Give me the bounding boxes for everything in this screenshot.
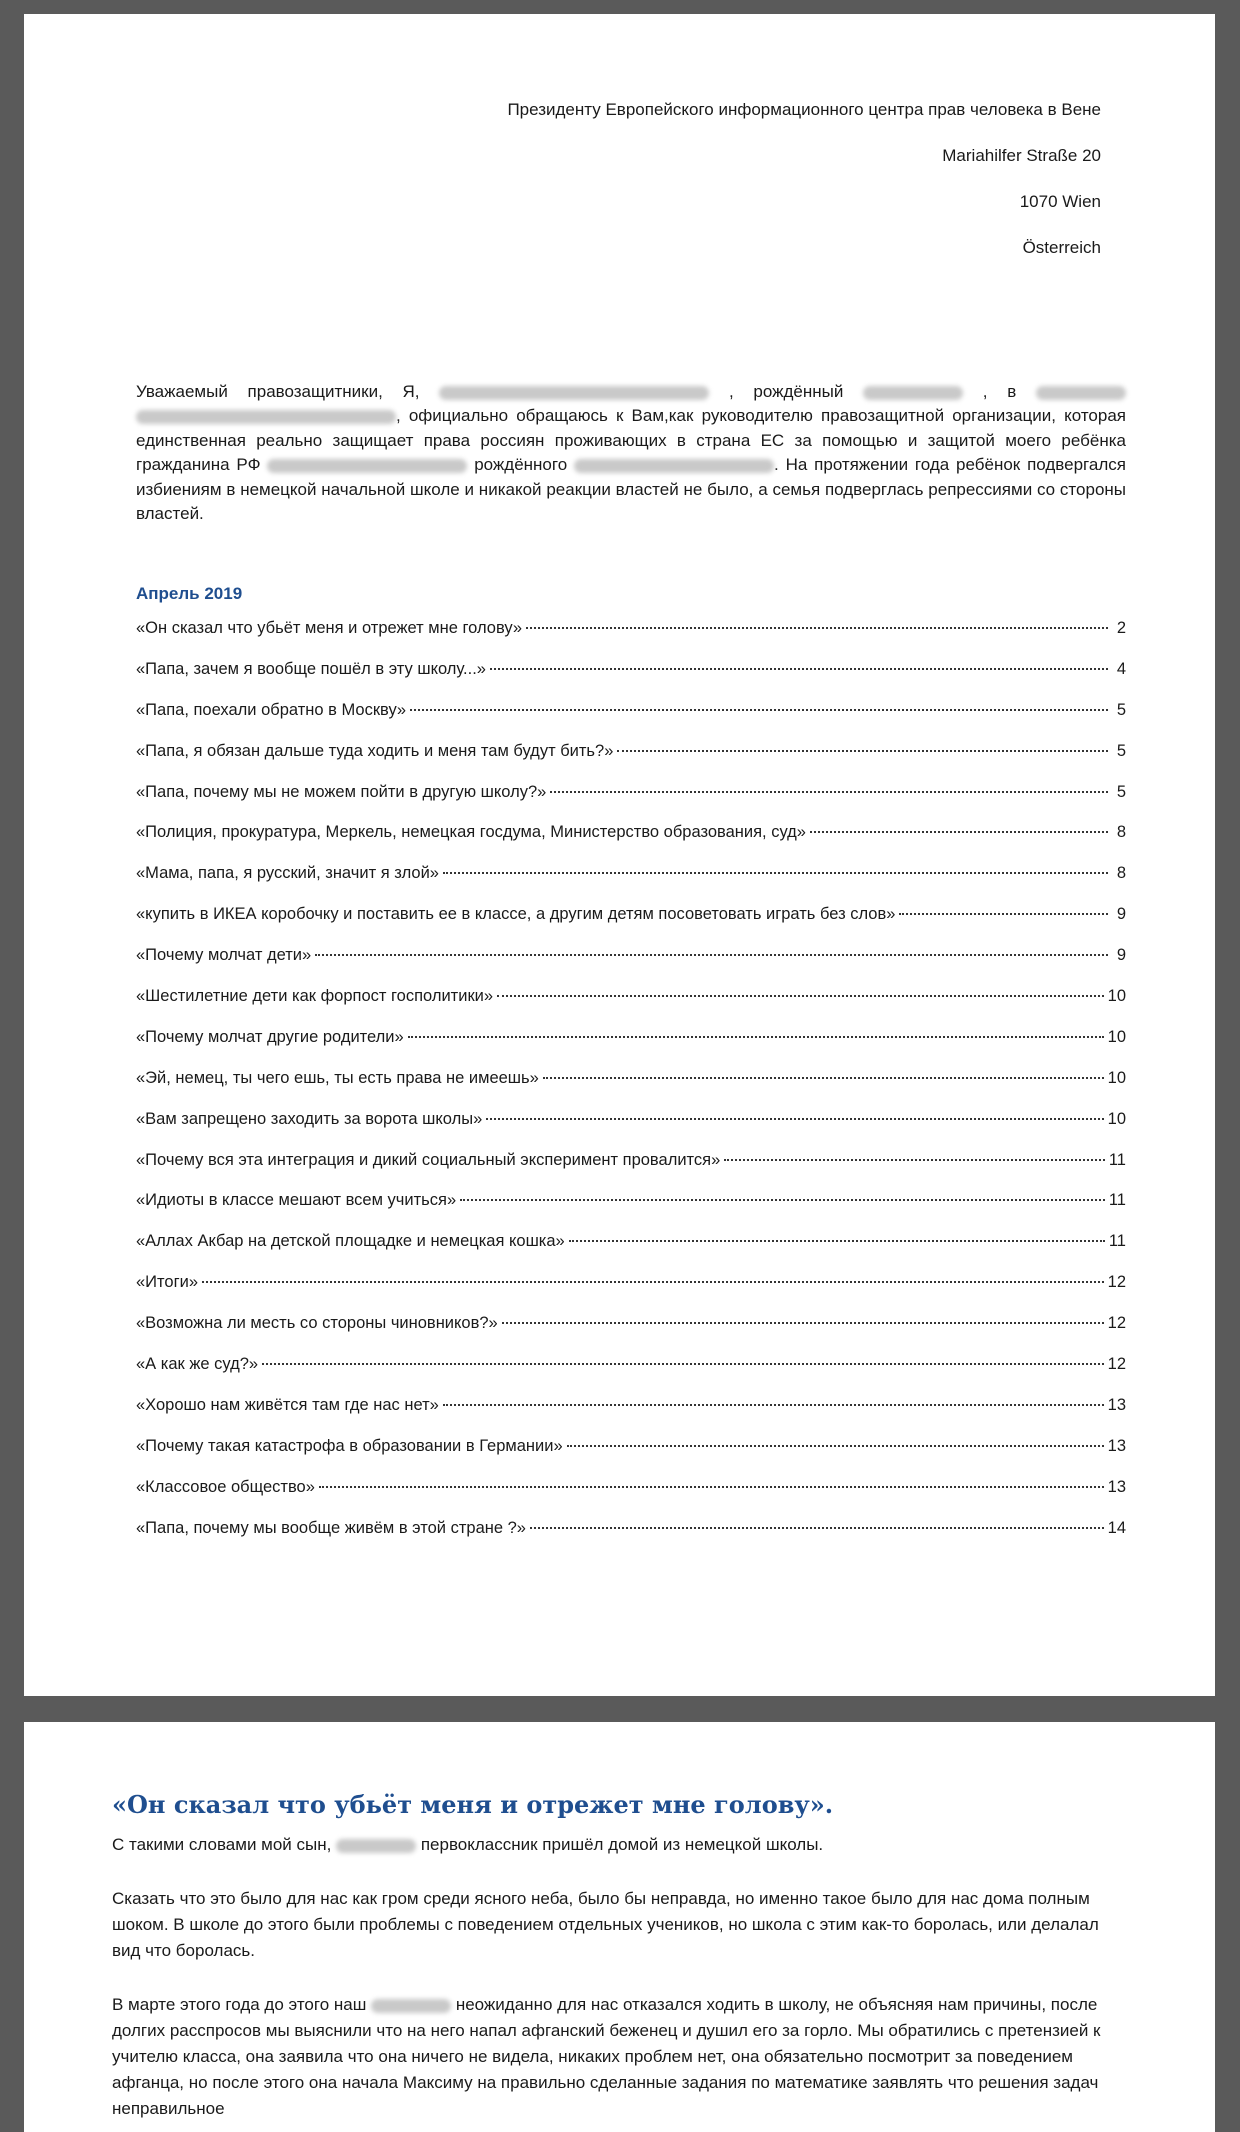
toc-entry-title: «Он сказал что убьёт меня и отрежет мне голову» (136, 619, 523, 637)
toc-page-number: 2 (1116, 619, 1126, 637)
toc-entry[interactable] (136, 1396, 1126, 1437)
toc-entry[interactable] (136, 1519, 1126, 1560)
toc-dot-leader (502, 1322, 1104, 1324)
toc-page-number: 8 (1116, 864, 1126, 883)
toc-entry[interactable] (136, 946, 1126, 987)
toc-page-number: 11 (1108, 1191, 1126, 1210)
toc-dot-leader (810, 831, 1108, 833)
toc-entry[interactable] (136, 701, 1126, 742)
toc-entry-title: «А как же суд?» (136, 1355, 259, 1374)
toc-page-number: 11 (1108, 1150, 1126, 1169)
toc-dot-leader (408, 1036, 1104, 1038)
toc-entry[interactable] (136, 823, 1126, 864)
toc-dot-leader (443, 1404, 1104, 1406)
toc-page-number: 13 (1107, 1436, 1126, 1455)
toc-page-number: 5 (1116, 782, 1126, 801)
toc-entry[interactable] (136, 742, 1126, 783)
toc-entry[interactable] (136, 1478, 1126, 1519)
redacted-name (336, 1839, 416, 1853)
intro-text: , рождённый (728, 382, 844, 401)
toc-dot-leader (617, 750, 1108, 752)
toc-entry[interactable] (136, 660, 1126, 701)
body-text: первоклассник пришёл домой из немецкой школы. (420, 1835, 824, 1854)
address-line: Президенту Европейского информационного центра прав человека в Вене (507, 100, 1101, 119)
toc-page-number: 9 (1116, 946, 1126, 965)
redacted-place (1036, 386, 1126, 400)
toc-entry[interactable] (136, 1069, 1126, 1110)
toc-entry[interactable] (136, 1273, 1126, 1314)
toc-page-number: 12 (1107, 1273, 1126, 1292)
intro-text: , в (982, 382, 1017, 401)
body-paragraph (112, 1832, 1102, 1858)
toc-page-number: 10 (1107, 987, 1126, 1006)
toc-entry[interactable] (136, 1355, 1126, 1396)
toc-page-number: 5 (1116, 700, 1126, 719)
toc-dot-leader (543, 1077, 1104, 1079)
body-paragraph: Сказать что это было для нас как гром среди ясного неба, было бы неправда, но именно такое было для нас дома полным шоком. В школе до этого были проблемы с поведением отдельных учеников, но школа с этим как-то боролась, или делалал вид что боролась. (112, 1889, 1099, 1960)
toc-entry-title: «Папа, почему мы не можем пойти в другую школу?» (136, 782, 547, 801)
toc-dot-leader (497, 995, 1104, 997)
toc-dot-leader (410, 709, 1108, 711)
toc-page-number: 5 (1116, 741, 1126, 760)
intro-text: Уважаемый правозащитники, Я, (136, 382, 420, 401)
toc-entry-title: «Итоги» (136, 1273, 198, 1292)
toc-heading: Апрель 2019 (136, 584, 243, 603)
toc-entry-title: «Хорошо нам живётся там где нас нет» (136, 1395, 439, 1414)
toc-dot-leader (319, 1486, 1104, 1488)
toc-entry-title: «Классовое общество» (136, 1477, 315, 1496)
toc-entry-title: «Почему молчат другие родители» (136, 1027, 404, 1046)
toc-entry-title: «Папа, поехали обратно в Москву» (136, 700, 407, 719)
toc-page-number: 12 (1107, 1314, 1126, 1333)
toc-entry-title: «Папа, зачем я вообще пошёл в эту школу...» (136, 659, 486, 678)
body-text: С такими словами мой сын, (112, 1835, 332, 1854)
toc-dot-leader (262, 1363, 1104, 1365)
toc-page-number: 13 (1107, 1477, 1126, 1496)
toc-dot-leader (550, 791, 1108, 793)
table-of-contents (136, 619, 1126, 1559)
toc-entry-title: «Папа, почему мы вообще живём в этой стране ?» (136, 1518, 526, 1537)
toc-dot-leader (443, 872, 1108, 874)
toc-entry-title: «Папа, я обязан дальше туда ходить и меня там будут бить?» (136, 741, 614, 760)
intro-text: рождённого (474, 455, 568, 475)
toc-dot-leader (899, 913, 1108, 915)
toc-dot-leader (530, 1527, 1104, 1529)
section-heading: «Он сказал что убьёт меня и отрежет мне голову». (112, 1790, 834, 1819)
toc-entry[interactable] (136, 864, 1126, 905)
toc-dot-leader (202, 1281, 1104, 1283)
body-text: В марте этого года до этого наш (112, 1995, 367, 2014)
toc-page-number: 9 (1116, 905, 1126, 924)
toc-page-number: 4 (1116, 659, 1126, 678)
toc-entry-title: «Шестилетние дети как форпост госполитики» (136, 987, 494, 1006)
recipient-address (507, 100, 1101, 284)
toc-dot-leader (486, 1118, 1103, 1120)
toc-entry[interactable] (136, 619, 1126, 660)
toc-entry-title: «Вам запрещено заходить за ворота школы» (136, 1109, 483, 1128)
toc-entry[interactable] (136, 783, 1126, 824)
redacted-date (863, 386, 963, 400)
toc-entry[interactable] (136, 987, 1126, 1028)
toc-page-number: 12 (1107, 1355, 1126, 1374)
toc-entry-title: «Почему молчат дети» (136, 946, 312, 965)
intro-paragraph (136, 380, 1126, 526)
toc-dot-leader (526, 627, 1108, 629)
toc-page-number: 13 (1107, 1395, 1126, 1414)
toc-dot-leader (567, 1445, 1104, 1447)
redacted-place (136, 410, 396, 424)
toc-dot-leader (490, 668, 1108, 670)
toc-entry-title: «Эй, немец, ты чего ешь, ты есть права не имеешь» (136, 1068, 539, 1087)
toc-entry[interactable] (136, 1151, 1126, 1192)
body-text: неожиданно для нас отказался ходить в школу, не объясняя нам причины, после долгих расспросов мы выяснили что на него напал афганский беженец и душил его за горло. Мы обратились с претензией к учителю класса, она заявила что она ничего не видела, никаких проблем нет, она обязательно посмотрит за поведением афганца, но после этого она начала Максиму на правильно сделанные задания по математике заявлять что решения задач неправильное (112, 1995, 1101, 2118)
toc-page-number: 8 (1116, 823, 1126, 842)
toc-page-number: 14 (1107, 1518, 1126, 1537)
toc-entry[interactable] (136, 905, 1126, 946)
toc-entry-title: «купить в ИКЕА коробочку и поставить ее в классе, а другим детям посоветовать играть без слов» (136, 905, 896, 924)
toc-entry[interactable] (136, 1437, 1126, 1478)
toc-entry-title: «Идиоты в классе мешают всем учиться» (136, 1191, 457, 1210)
redacted-name (371, 1999, 451, 2013)
toc-page-number: 10 (1107, 1027, 1126, 1046)
toc-page-number: 10 (1107, 1109, 1126, 1128)
redacted-name (439, 386, 709, 400)
document-page-1 (24, 14, 1215, 1696)
toc-entry[interactable] (136, 1314, 1126, 1355)
toc-entry[interactable] (136, 1028, 1126, 1069)
toc-entry[interactable] (136, 1232, 1126, 1273)
toc-entry-title: «Почему такая катастрофа в образовании в Германии» (136, 1436, 563, 1455)
intro-text: , официально обращаюсь к Вам,как руководителю правозащитной организации, которая единственная реально защищает права россиян проживающих в страна ЕС за помощью и защитой моего ребёнка гражданина РФ (136, 406, 1126, 475)
toc-entry-title: «Возможна ли месть со стороны чиновников?» (136, 1314, 498, 1333)
redacted-date (574, 459, 774, 473)
toc-dot-leader (460, 1199, 1105, 1201)
toc-entry[interactable] (136, 1191, 1126, 1232)
toc-entry-title: «Аллах Акбар на детской площадке и немецкая кошка» (136, 1232, 565, 1251)
toc-dot-leader (724, 1159, 1105, 1161)
toc-page-number: 11 (1108, 1232, 1126, 1251)
address-line: 1070 Wien (1019, 192, 1101, 211)
toc-dot-leader (569, 1240, 1105, 1242)
toc-entry-title: «Почему вся эта интеграция и дикий социальный эксперимент провалится» (136, 1150, 721, 1169)
toc-entry-title: «Полиция, прокуратура, Меркель, немецкая госдума, Министерство образования, суд» (136, 823, 806, 842)
body-paragraph (112, 1992, 1102, 2122)
toc-entry-title: «Мама, папа, я русский, значит я злой» (136, 864, 439, 883)
address-line: Österreich (1022, 238, 1101, 257)
intro-text: . На протяжении года ребёнок подвергался избиениям в немецкой начальной школе и никакой реакции властей не было, а семья подверглась репрессиями со стороны властей. (136, 455, 1126, 524)
toc-dot-leader (315, 954, 1108, 956)
toc-page-number: 10 (1107, 1068, 1126, 1087)
address-line: Mariahilfer Straße 20 (942, 146, 1101, 165)
redacted-child-name (267, 459, 467, 473)
toc-entry[interactable] (136, 1110, 1126, 1151)
